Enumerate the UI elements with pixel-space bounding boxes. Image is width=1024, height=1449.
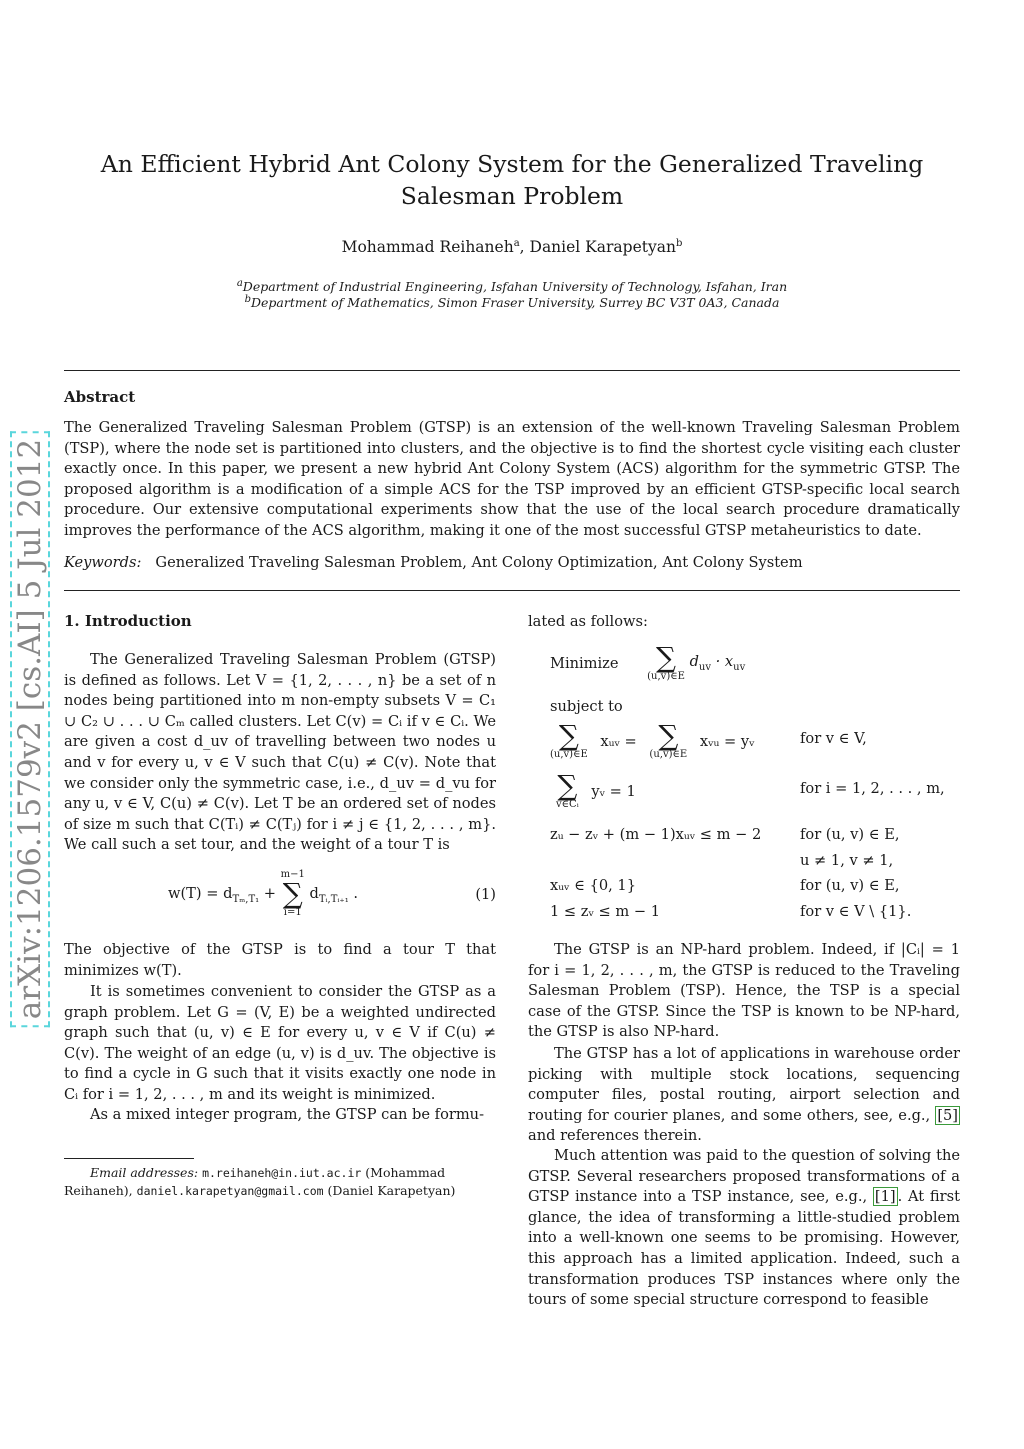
constraint-expr: xᵤᵥ =: [600, 732, 637, 750]
right-paragraph-1: The GTSP is an NP-hard problem. Indeed, if |Cᵢ| = 1 for i = 1, 2, . . . , m, the GTSP is reduced to the Traveling Salesman Problem (TSP). Hence, the TSP is a special case of the GTSP. Since the TSP is known to be NP-hard, the GTSP is also NP-hard.: [528, 941, 960, 1041]
paragraph-text: The GTSP has a lot of applications in warehouse order picking with multiple stock locations, sequencing computer files, postal routing, airport selection and routing for courier planes, and some others, see, e.g.,: [528, 1045, 960, 1124]
equation-lhs: w(T) = d: [168, 885, 233, 902]
affiliation-text: Department of Mathematics, Simon Fraser University, Surrey BC V3T 0A3, Canada: [250, 295, 780, 311]
footnote-name: (Mohammad Reihaneh),: [64, 1165, 446, 1198]
constraint-condition: u ≠ 1, v ≠ 1,: [800, 852, 894, 869]
email-link[interactable]: daniel.karapetyan@gmail.com: [136, 1184, 324, 1198]
affiliation-marker: a: [236, 278, 243, 289]
equation-subscript: Tᵢ,Tᵢ₊₁: [318, 893, 349, 905]
abstract-bottom-rule: [64, 590, 960, 591]
affiliation-marker: b: [244, 294, 251, 305]
footnote-name: (Daniel Karapetyan): [323, 1183, 456, 1198]
constraint-3: zᵤ − zᵥ + (m − 1)xᵤᵥ ≤ m − 2: [550, 826, 762, 843]
footnote: [64, 1164, 496, 1200]
summation: m−1 ∑ i=1: [280, 869, 305, 918]
intro-paragraph-1: The Generalized Traveling Salesman Problem (GTSP) is defined as follows. Let V = {1, 2, . . . , n} be a set of n nodes being partitioned into m non-empty subsets V = C₁ ∪ C₂ ∪ . . . ∪ Cₘ called clusters. Let C(v) = Cᵢ if v ∈ Cᵢ. We are given a cost d_uv of travelling between two nodes u and v for every u, v ∈ V such that C(u) ≠ C(v). Note that we consider only the symmetric case, i.e., d_uv = d_vu for any u, v ∈ V, C(u) ≠ C(v). Let T be an ordered set of nodes of size m such that C(Tᵢ) ≠ C(Tⱼ) for i ≠ j ∈ {1, 2, . . . , m}. We call such a set tour, and the weight of a tour T is: [64, 651, 496, 854]
arxiv-stamp-text: arXiv:1206.1579v2 [cs.AI] 5 Jul 2012: [10, 431, 50, 1027]
equation-operator: +: [259, 885, 281, 902]
term-subscript: uv: [698, 661, 712, 673]
affiliation-marker: a: [513, 238, 520, 249]
equation-1: [64, 870, 496, 930]
sum-lower: (u,v)∈E: [649, 749, 688, 760]
abstract-top-rule: [64, 370, 960, 371]
equation-body: [168, 870, 358, 918]
affiliation-text: Department of Industrial Engineering, Isfahan University of Technology, Isfahan, Iran: [242, 279, 788, 295]
abstract-text: The Generalized Traveling Salesman Problem (GTSP) is an extension of the well-known Traveling Salesman Problem (TSP), where the node set is partitioned into clusters, and the objective is to find the shortest cycle visiting each cluster exactly once. In this paper, we present a new hybrid Ant Colony System (ACS) algorithm for the symmetric GTSP. The proposed algorithm is a modification of a simple ACS for the TSP improved by an efficient GTSP-specific local search procedure. Our extensive computational experiments show that the use of the local search procedure dramatically improves the performance of the ACS algorithm, making it one of the most successful GTSP metaheuristics to date.: [64, 419, 960, 539]
summation: ∑ (u,v)∈E: [647, 641, 685, 682]
equation-term: d: [304, 885, 319, 902]
constraint-5: 1 ≤ zᵥ ≤ m − 1: [550, 903, 661, 920]
intro-paragraph-4: As a mixed integer program, the GTSP can be formu-: [90, 1106, 485, 1123]
summation: ∑ (u,v)∈E: [649, 719, 688, 760]
equation-end: .: [348, 885, 358, 902]
constraint-condition: for (u, v) ∈ E,: [800, 877, 900, 894]
abstract-heading: Abstract: [64, 388, 136, 406]
objective-row: [550, 641, 746, 682]
equation-number: (1): [475, 886, 496, 903]
term-symbol: d: [689, 653, 699, 671]
constraint-condition: for (u, v) ∈ E,: [800, 826, 900, 843]
continued-text: lated as follows:: [528, 613, 648, 630]
citation-link[interactable]: [1]: [874, 1188, 896, 1206]
affiliation-marker: b: [675, 238, 683, 249]
keywords-label: Keywords:: [64, 554, 142, 571]
footnote-rule: [64, 1158, 194, 1159]
paper-title: An Efficient Hybrid Ant Colony System for the Generalized Traveling Salesman Problem: [100, 150, 924, 210]
paragraph-text: Much attention was paid to the question of solving the GTSP. Several researchers proposed transformations of a GTSP instance into a TSP instance, see, e.g.,: [528, 1147, 960, 1206]
constraint-expr: yᵥ = 1: [591, 782, 636, 800]
term-subscript: uv: [733, 661, 746, 673]
author-list: [0, 238, 1024, 256]
sum-lower: i=1: [283, 907, 302, 918]
constraint-expr: xᵥᵤ = yᵥ: [699, 732, 755, 750]
intro-paragraph-3: It is sometimes convenient to consider the GTSP as a graph problem. Let G = (V, E) be a weighted undirected graph such that (u, v) ∈ E for every u, v ∈ V if C(u) ≠ C(v). The weight of an edge (u, v) is d_uv. The objective is to find a cycle in G such that it visits exactly one node in Cᵢ for i = 1, 2, . . . , m and its weight is minimized.: [64, 983, 496, 1103]
sum-lower: (u,v)∈E: [550, 749, 588, 760]
keywords-text: Generalized Traveling Salesman Problem, Ant Colony Optimization, Ant Colony System: [155, 554, 803, 571]
summation: ∑ (u,v)∈E: [550, 719, 588, 760]
intro-paragraph-2: The objective of the GTSP is to find a tour T that minimizes w(T).: [64, 941, 496, 979]
constraint-1: [550, 719, 755, 760]
author-name: Daniel Karapetyan: [529, 238, 676, 257]
equation-subscript: Tₘ,T₁: [232, 893, 260, 905]
term-symbol: · x: [711, 653, 734, 671]
affiliation-b: [0, 294, 1024, 310]
constraint-condition: for i = 1, 2, . . . , m,: [800, 780, 945, 797]
keywords: [64, 554, 803, 571]
citation-link[interactable]: [5]: [937, 1106, 958, 1124]
sum-lower: (u,v)∈E: [647, 671, 685, 682]
section-heading: 1. Introduction: [64, 612, 192, 630]
author-separator: ,: [519, 238, 530, 257]
paragraph-text: and references therein.: [528, 1127, 702, 1145]
summation: ∑ v∈Cᵢ: [556, 769, 579, 810]
constraint-condition: for v ∈ V \ {1}.: [800, 903, 912, 920]
author-name: Mohammad Reihaneh: [341, 238, 514, 257]
footnote-label: Email addresses:: [90, 1165, 203, 1180]
right-paragraph-2: [528, 1044, 960, 1147]
constraint-4: xᵤᵥ ∈ {0, 1}: [550, 877, 636, 894]
paragraph-text: . At first glance, the idea of transforming a little-studied problem into a well-known one seems to be promising. However, this approach has a limited application. Indeed, such a transformation produces TSP instances where only the tours of some special structure correspond to feasible: [528, 1188, 960, 1309]
minimize-label: Minimize: [550, 654, 619, 672]
constraint-2: [556, 769, 636, 810]
objective-term: [689, 653, 746, 673]
sum-upper: m−1: [280, 869, 305, 880]
arxiv-stamp: [0, 438, 60, 1020]
affiliation-a: [0, 278, 1024, 294]
subject-to-label: subject to: [550, 698, 623, 715]
right-paragraph-3: [528, 1146, 960, 1311]
sum-lower: v∈Cᵢ: [556, 799, 579, 810]
constraint-condition: for v ∈ V,: [800, 730, 867, 747]
email-link[interactable]: m.reihaneh@in.iut.ac.ir: [202, 1166, 362, 1180]
